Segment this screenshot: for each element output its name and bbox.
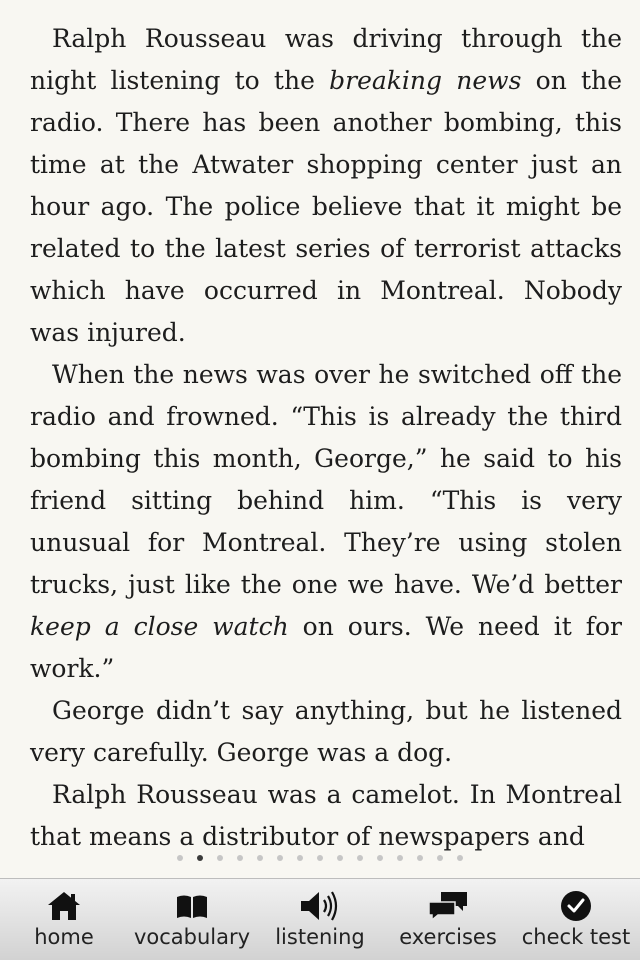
tab-home[interactable]	[0, 879, 128, 960]
emphasized-phrase: keep a close watch	[30, 612, 289, 641]
emphasized-phrase: breaking news	[329, 66, 522, 95]
page-dot[interactable]	[337, 855, 343, 861]
tab-listening[interactable]	[256, 879, 384, 960]
home-icon	[42, 889, 86, 923]
page-dot[interactable]	[217, 855, 223, 861]
page-dot[interactable]	[257, 855, 263, 861]
text-run: Ralph Rousseau was driving through the night listening to the	[30, 24, 622, 95]
page-dot[interactable]	[297, 855, 303, 861]
book-icon	[170, 889, 214, 923]
text-run: on the radio. There has been another bombing, this time at the Atwater shopping center just an hour ago. The police believe that it might be related to the latest series of terrorist attacks which have occurred in Montreal. Nobody was injured.	[30, 66, 622, 347]
tab-label: vocabulary	[133, 925, 251, 949]
page-dot[interactable]	[377, 855, 383, 861]
tab-label: check test	[521, 925, 631, 949]
page-dot[interactable]	[317, 855, 323, 861]
page-dot-current[interactable]	[197, 855, 203, 861]
speaker-icon	[298, 889, 342, 923]
page-dot[interactable]	[417, 855, 423, 861]
story-paragraph	[30, 774, 622, 858]
page-dot[interactable]	[457, 855, 463, 861]
page-dot[interactable]	[277, 855, 283, 861]
page-dot[interactable]	[177, 855, 183, 861]
text-run: Ralph Rousseau was a camelot. In Montreal that means a distributor of newspapers and	[30, 780, 622, 851]
story-text	[30, 18, 622, 851]
tab-exercises[interactable]	[384, 879, 512, 960]
page-dot[interactable]	[237, 855, 243, 861]
page-dot[interactable]	[397, 855, 403, 861]
text-run: George didn’t say anything, but he listened very carefully. George was a dog.	[30, 696, 622, 767]
story-paragraph	[30, 18, 622, 354]
tab-bar	[0, 878, 640, 960]
page-indicator[interactable]	[0, 852, 640, 864]
page-dot[interactable]	[437, 855, 443, 861]
story-paragraph	[30, 354, 622, 690]
chat-bubbles-icon	[426, 889, 470, 923]
tab-vocabulary[interactable]	[128, 879, 256, 960]
tab-label: exercises	[399, 925, 497, 949]
tab-label: listening	[275, 925, 365, 949]
page-dot[interactable]	[357, 855, 363, 861]
story-paragraph	[30, 690, 622, 774]
checkmark-icon	[554, 889, 598, 923]
tab-label: home	[34, 925, 94, 949]
text-run: When the news was over he switched off the radio and frowned. “This is already the third bombing this month, George,” he said to his friend sitting behind him. “This is very unusual for Montreal. They’re using stolen trucks, just like the one we have. We’d better	[30, 360, 622, 599]
tab-check-test[interactable]	[512, 879, 640, 960]
text-run: on ours. We need it for work.”	[30, 612, 622, 683]
